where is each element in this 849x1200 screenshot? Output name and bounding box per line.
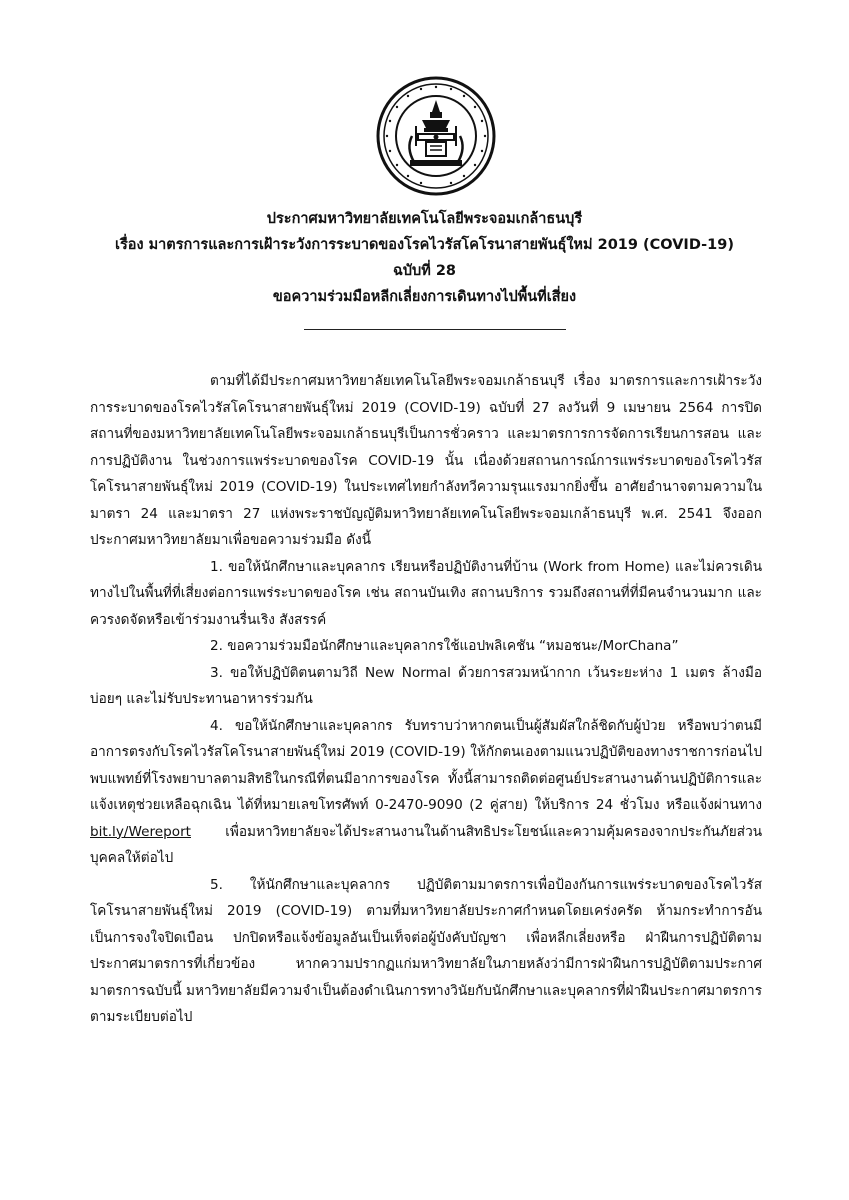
item-4-text-a: 4. ขอให้นักศึกษาและบุคลากร รับทราบว่าหากตนเป็นผู้สัมผัสใกล้ชิดกับผู้ป่วย หรือพบว่าตนมีอาการตรงกับโรคไวรัสโคโรนาสายพันธุ์ใหม่ 2019 (COVID-19) ให้กักตนเองตามแนวปฏิบัติของทางราชการก่อนไปพบแพทย์ที่โรงพยาบาลตามสิทธิในกรณีที่ตนมีอาการของโรค ทั้งนี้สามารถติดต่อศูนย์ประสานงานด้านปฏิบัติการและแจ้งเหตุช่วยเหลือฉุกเฉิน ได้ที่หมายเลขโทรศัพท์ 0-2470-9090 (2 คู่สาย) ให้บริการ 24 ชั่วโมง หรือแจ้งผ่านทาง (90, 717, 762, 813)
university-seal-icon (376, 76, 496, 196)
heading-divider (304, 329, 566, 330)
heading-issue-number: ฉบับที่ 28 (392, 263, 457, 279)
item-1: 1. ขอให้นักศึกษาและบุคลากร เรียนหรือปฏิบัติงานที่บ้าน (Work from Home) และไม่ควรเดินทางไปในพื้นที่ที่เสี่ยงต่อการแพร่ระบาดของโรค เช่น สถานบันเทิง สถานบริการ รวมถึงสถานที่ที่มีคนจำนวนมาก และควรงดจัดหรือเข้าร่วมงานรื่นเริง สังสรรค์ (90, 558, 762, 628)
announcement-heading (60, 206, 789, 310)
item-3: 3. ขอให้ปฏิบัติตนตามวิถี New Normal ด้วยการสวมหน้ากาก เว้นระยะห่าง 1 เมตร ล้างมือบ่อยๆ และไม่รับประทานอาหารร่วมกัน (90, 664, 762, 707)
item-5: 5. ให้นักศึกษาและบุคลากร ปฏิบัติตามมาตรการเพื่อป้องกันการแพร่ระบาดของโรคไวรัสโคโรนาสายพันธุ์ใหม่ 2019 (COVID-19) ตามที่มหาวิทยาลัยประกาศกำหนดโดยเคร่งครัด ห้ามกระทำการอันเป็นการจงใจปิดเบือน ปกปิดหรือแจ้งข้อมูลอันเป็นเท็จต่อผู้บังคับบัญชา เพื่อหลีกเลี่ยงหรือ ฝ่าฝืนการปฏิบัติตามประกาศมาตรการที่เกี่ยวข้อง หากความปรากฏแก่มหาวิทยาลัยในภายหลังว่ามีการฝ่าฝืนการปฏิบัติตามประกาศมาตรการฉบับนี้ มหาวิทยาลัยมีความจำเป็นต้องดำเนินการทางวินัยกับนักศึกษาและบุคลากรที่ฝ่าฝืนประกาศมาตรการ ตามระเบียบต่อไป (90, 876, 762, 1025)
heading-title: ประกาศมหาวิทยาลัยเทคโนโลยีพระจอมเกล้าธนบุรี (266, 211, 583, 227)
announcement-body (90, 368, 762, 1031)
heading-topic: ขอความร่วมมือหลีกเลี่ยงการเดินทางไปพื้นที่เสี่ยง (272, 289, 577, 305)
item-2: 2. ขอความร่วมมือนักศึกษาและบุคลากรใช้แอปพลิเคชัน “หมอชนะ/MorChana” (210, 638, 679, 654)
wereport-link[interactable]: bit.ly/Wereport (90, 823, 191, 840)
item-4-text-b: เพื่อมหาวิทยาลัยจะได้ประสานงานในด้านสิทธิประโยชน์และความคุ้มครองจากประกันภัยส่วนบุคคลให้ต่อไป (90, 823, 762, 866)
intro-paragraph: ตามที่ได้มีประกาศมหาวิทยาลัยเทคโนโลยีพระจอมเกล้าธนบุรี เรื่อง มาตรการและการเฝ้าระวังการระบาดของโรคไวรัสโคโรนาสายพันธุ์ใหม่ 2019 (COVID-19) ฉบับที่ 27 ลงวันที่ 9 เมษายน 2564 การปิดสถานที่ของมหาวิทยาลัยเทคโนโลยีพระจอมเกล้าธนบุรีเป็นการชั่วคราว และมาตรการการจัดการเรียนการสอน และการปฏิบัติงาน ในช่วงการแพร่ระบาดของโรค COVID-19 นั้น เนื่องด้วยสถานการณ์การแพร่ระบาดของโรคไวรัสโคโรนาสายพันธุ์ใหม่ 2019 (COVID-19) ในประเทศไทยกำลังทวีความรุนแรงมากยิ่งขึ้น อาศัยอำนาจตามความในมาตรา 24 และมาตรา 27 แห่งพระราชบัญญัติมหาวิทยาลัยเทคโนโลยีพระจอมเกล้าธนบุรี พ.ศ. 2541 จึงออกประกาศมหาวิทยาลัยมาเพื่อขอความร่วมมือ ดังนี้ (90, 373, 762, 548)
heading-subject: เรื่อง มาตรการและการเฝ้าระวังการระบาดของโรคไวรัสโคโรนาสายพันธุ์ใหม่ 2019 (COVID-19) (115, 237, 734, 253)
item-4 (90, 713, 762, 872)
